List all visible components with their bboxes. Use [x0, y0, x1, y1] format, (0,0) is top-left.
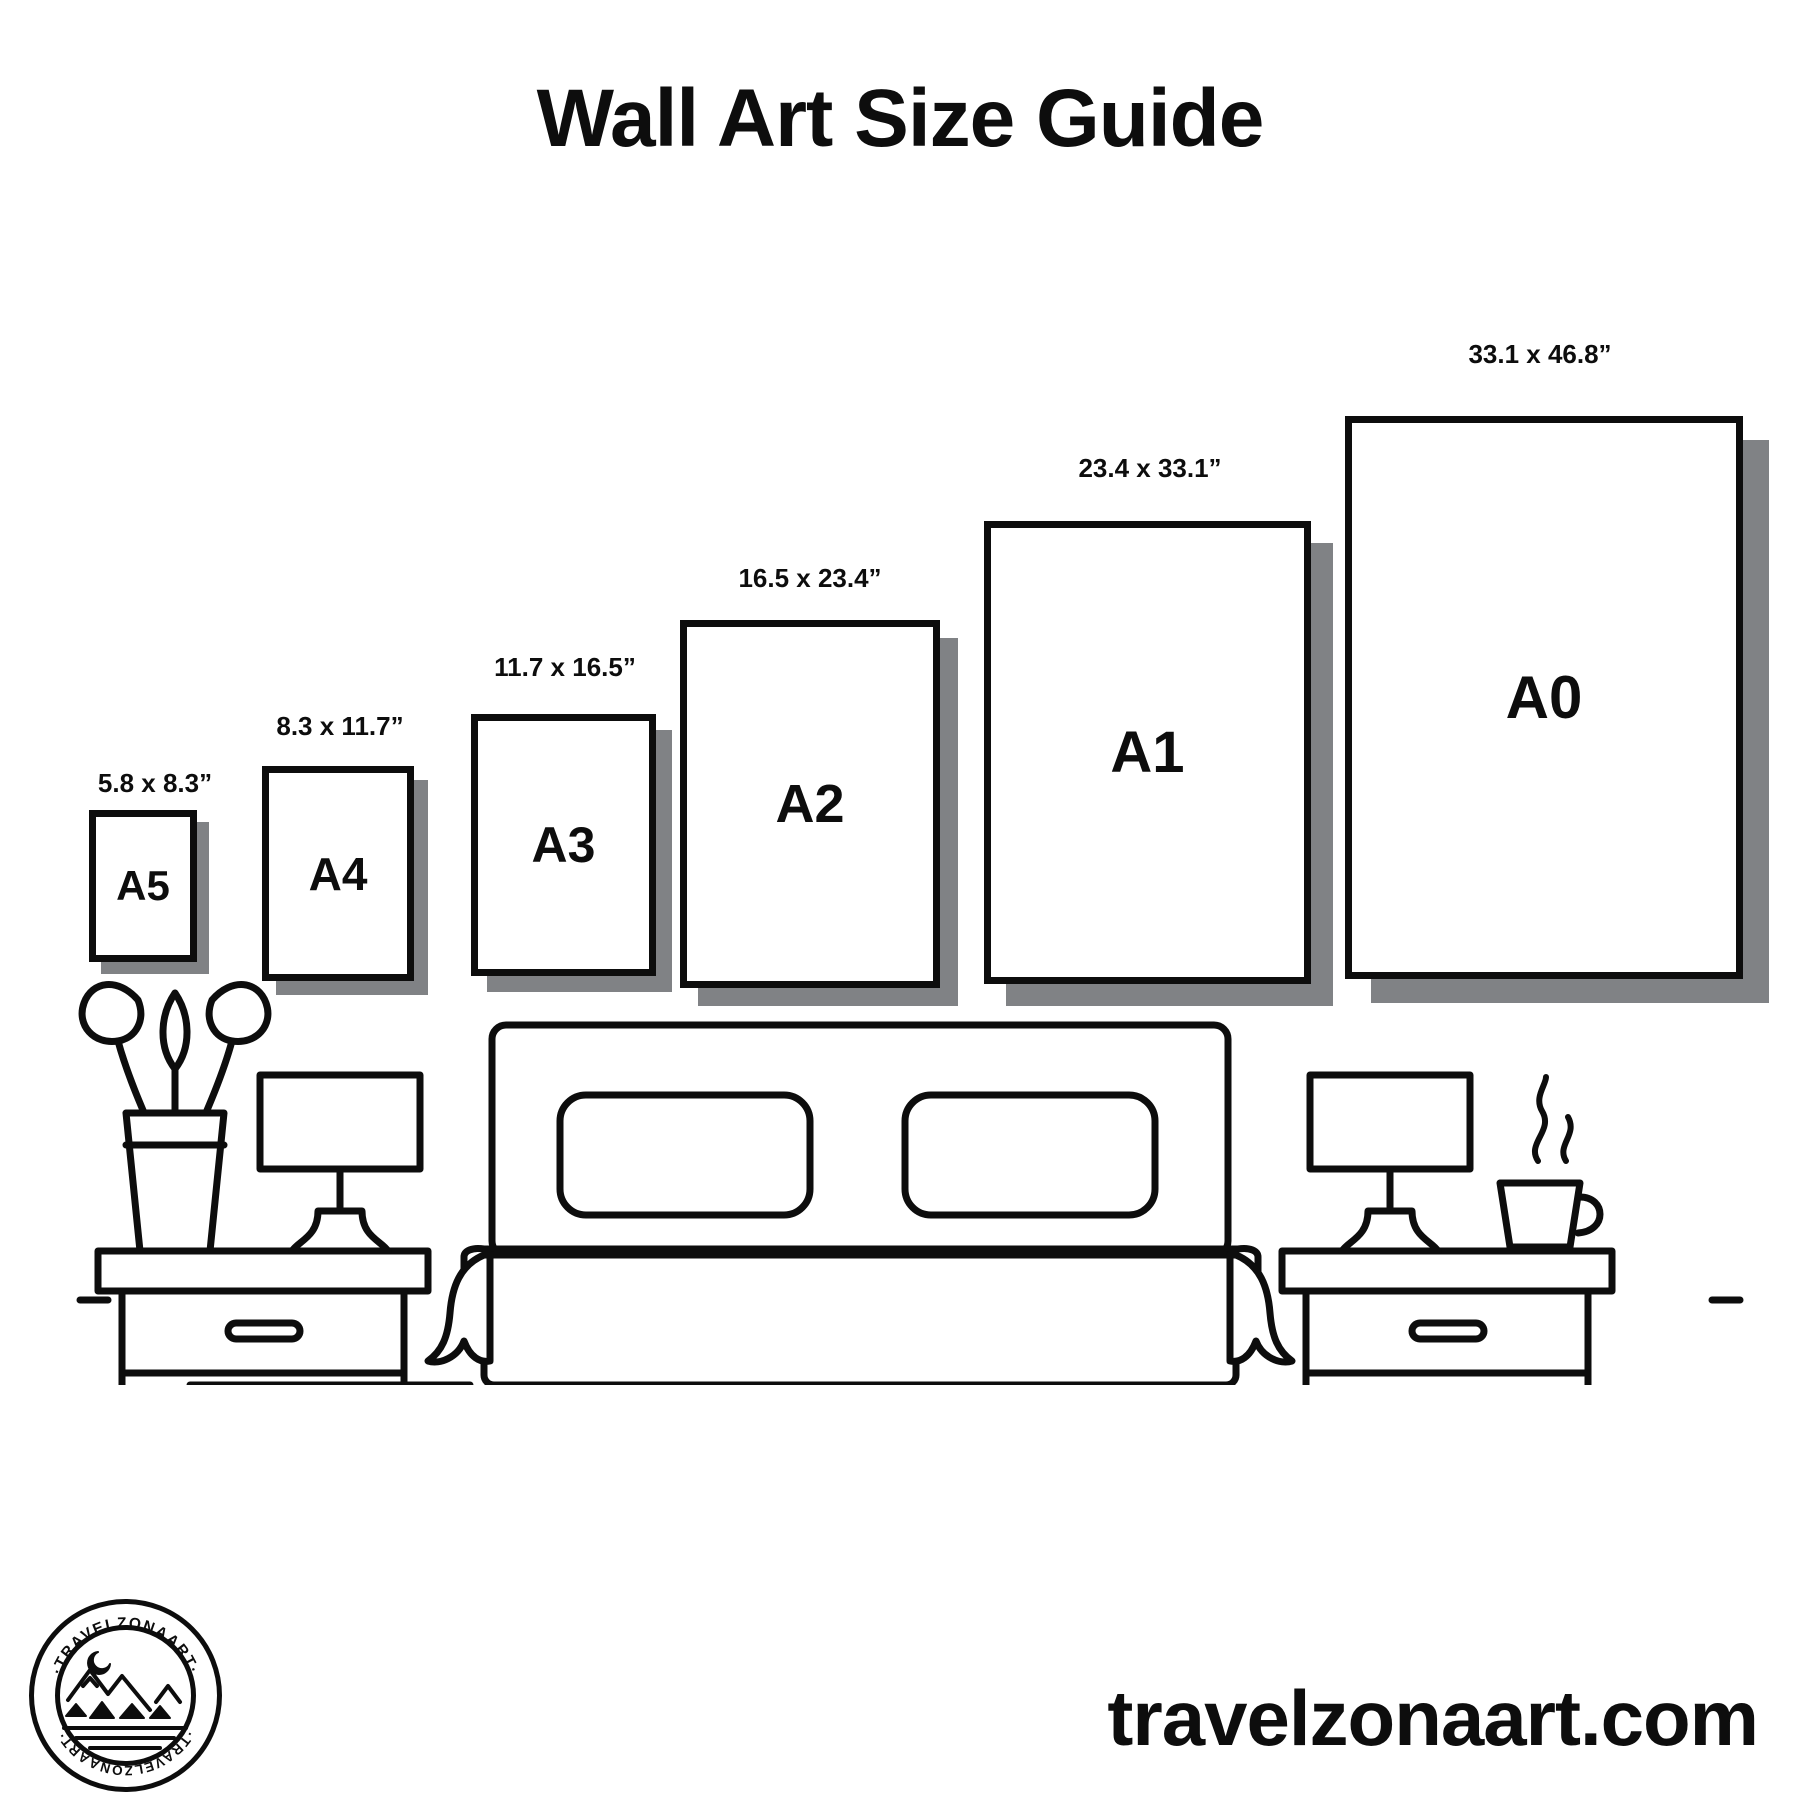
frame-box-a4[interactable] [262, 766, 414, 981]
frame-dimensions-a2: 16.5 x 23.4” [738, 563, 882, 593]
frame-box-a1[interactable] [984, 521, 1311, 984]
logo-text-top: ·TRAVELZONAART· [48, 1614, 203, 1677]
frame-name-a4: A4 [308, 847, 368, 900]
frame-dimensions-a1: 23.4 x 33.1” [1078, 453, 1222, 483]
frame-name-a2: A2 [775, 774, 845, 834]
plant-vase-icon [82, 985, 268, 1251]
frame-group-a0 [1305, 339, 1775, 1020]
frame-group-a1 [950, 453, 1350, 1020]
website-url[interactable]: travelzonaart.com [1107, 1674, 1758, 1762]
frame-name-a1: A1 [1110, 720, 1185, 785]
left-nightstand-icon [98, 1251, 428, 1385]
frame-box-a0[interactable] [1345, 416, 1743, 979]
page-title: Wall Art Size Guide [536, 73, 1264, 164]
left-table-lamp-icon [260, 1075, 420, 1251]
frame-box-a2[interactable] [680, 620, 940, 988]
frame-group-a2 [650, 563, 970, 1020]
frame-name-a0: A0 [1505, 664, 1583, 731]
frame-dimensions-a4: 8.3 x 11.7” [276, 711, 404, 741]
frame-name-a5: A5 [116, 862, 170, 909]
frame-dimensions-a3: 11.7 x 16.5” [494, 652, 636, 682]
logo-text-bottom: ·TRAVELZONAART· [53, 1728, 198, 1779]
coffee-cup-icon [1500, 1077, 1600, 1247]
frame-box-a3[interactable] [471, 714, 656, 976]
frame-name-a3: A3 [531, 817, 596, 873]
brand-logo[interactable] [28, 1598, 223, 1793]
frame-dimensions-a5: 5.8 x 8.3” [97, 768, 213, 798]
frame-box-a5[interactable] [89, 810, 197, 962]
bedroom-scene [60, 965, 1760, 1385]
right-table-lamp-icon [1310, 1075, 1470, 1251]
right-nightstand-icon [1282, 1251, 1612, 1385]
frame-dimensions-a0: 33.1 x 46.8” [1468, 339, 1612, 369]
frame-size-row [0, 280, 1800, 1020]
